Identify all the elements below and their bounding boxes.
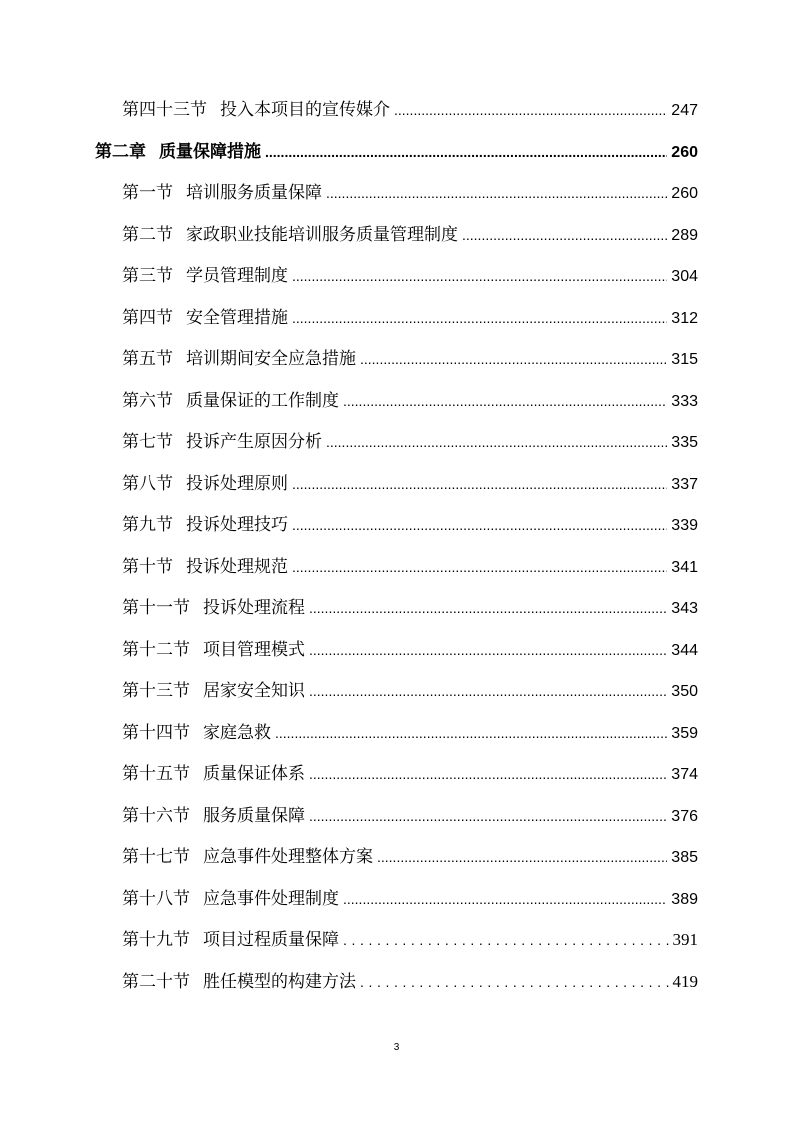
toc-entry[interactable] xyxy=(122,178,698,208)
toc-entry-label: 第十七节 xyxy=(122,847,190,867)
toc-leader-dots xyxy=(292,469,667,499)
page-number: 3 xyxy=(393,1042,400,1053)
toc-entry-page: 315 xyxy=(671,351,698,368)
toc-entry-page: 304 xyxy=(671,268,698,285)
toc-entry-page: 260 xyxy=(671,185,698,202)
toc-entry-title: 居家安全知识 xyxy=(203,681,305,701)
toc-entry-title: 投入本项目的宣传媒介 xyxy=(220,100,390,120)
toc-leader-dots xyxy=(343,884,667,914)
toc-entry[interactable] xyxy=(122,386,698,416)
toc-entry-label: 第一节 xyxy=(122,183,173,203)
toc-entry[interactable] xyxy=(122,220,698,250)
toc-entry-page: 312 xyxy=(671,309,698,327)
toc-entry-page: 350 xyxy=(671,683,698,700)
toc-leader-dots xyxy=(292,552,667,582)
toc-entry-title: 项目过程质量保障 xyxy=(203,930,339,950)
toc-leader-dots xyxy=(326,427,667,457)
toc-entry[interactable] xyxy=(122,552,698,582)
toc-entry[interactable] xyxy=(122,261,698,291)
toc-entry-title: 应急事件处理制度 xyxy=(203,888,339,909)
toc-entry-title: 学员管理制度 xyxy=(186,266,288,286)
toc-leader-dots xyxy=(275,718,667,748)
toc-entry-title: 胜任模型的构建方法 xyxy=(203,971,356,992)
toc-leader-dots xyxy=(360,967,669,997)
toc-entry-page: 260 xyxy=(671,143,698,161)
toc-leader-dots xyxy=(394,95,667,125)
toc-entry[interactable] xyxy=(122,842,698,872)
toc-entry[interactable] xyxy=(122,593,698,623)
toc-entry-page: 333 xyxy=(671,392,698,410)
toc-entry-title: 质量保证的工作制度 xyxy=(186,390,339,411)
toc-entry-page: 385 xyxy=(671,849,698,866)
toc-entry-title: 投诉处理原则 xyxy=(186,473,288,494)
toc-entry[interactable] xyxy=(122,95,698,125)
toc-entry-page: 343 xyxy=(671,600,698,617)
toc-entry[interactable] xyxy=(122,801,698,831)
toc-entry[interactable] xyxy=(122,925,698,955)
toc-leader-dots xyxy=(292,303,667,333)
toc-entry-label: 第二十节 xyxy=(122,971,190,992)
toc-entry[interactable] xyxy=(122,303,698,333)
toc-entry-label: 第六节 xyxy=(122,390,173,411)
toc-entry-label: 第九节 xyxy=(122,515,173,535)
toc-entry-title: 质量保证体系 xyxy=(203,764,305,784)
toc-leader-dots xyxy=(326,178,667,208)
toc-entry-page: 289 xyxy=(671,226,698,244)
toc-leader-dots xyxy=(309,759,667,789)
toc-entry-label: 第十一节 xyxy=(122,598,190,618)
toc-leader-dots xyxy=(343,925,669,955)
toc-entry-label: 第五节 xyxy=(122,349,173,369)
toc-entry[interactable] xyxy=(122,884,698,914)
toc-entry-title: 培训期间安全应急措施 xyxy=(186,349,356,369)
toc-entry[interactable] xyxy=(122,510,698,540)
toc-entry-page: 376 xyxy=(671,807,698,825)
toc-leader-dots xyxy=(309,801,667,831)
toc-leader-dots xyxy=(309,676,667,706)
toc-entry-title: 家庭急救 xyxy=(203,722,271,743)
toc-entry-title: 投诉处理流程 xyxy=(203,598,305,618)
toc-entry-page: 374 xyxy=(671,766,698,783)
toc-leader-dots xyxy=(309,635,667,665)
toc-entry[interactable] xyxy=(122,427,698,457)
toc-leader-dots xyxy=(292,261,667,291)
toc-entry[interactable] xyxy=(122,676,698,706)
toc-leader-dots xyxy=(377,842,667,872)
toc-entry-page: 247 xyxy=(671,102,698,119)
toc-entry-label: 第十九节 xyxy=(122,930,190,950)
toc-entry-title: 投诉产生原因分析 xyxy=(186,432,322,452)
toc-entry-title: 应急事件处理整体方案 xyxy=(203,847,373,867)
toc-entry-label: 第三节 xyxy=(122,266,173,286)
toc-leader-dots xyxy=(309,593,667,623)
toc-leader-dots xyxy=(265,137,667,167)
toc-entry-title: 项目管理模式 xyxy=(203,639,305,660)
toc-leader-dots xyxy=(343,386,667,416)
toc-entry[interactable] xyxy=(122,759,698,789)
toc-chapter-entry[interactable] xyxy=(95,137,698,167)
toc-entry-label: 第七节 xyxy=(122,432,173,452)
toc-entry-title: 投诉处理规范 xyxy=(186,556,288,577)
toc-entry[interactable] xyxy=(122,635,698,665)
toc-entry-label: 第八节 xyxy=(122,473,173,494)
toc-entry[interactable] xyxy=(122,967,698,997)
toc-entry-label: 第二章 xyxy=(95,141,146,162)
toc-entry-page: 339 xyxy=(671,517,698,534)
toc-entry-label: 第十四节 xyxy=(122,722,190,743)
toc-leader-dots xyxy=(292,510,667,540)
toc-entry[interactable] xyxy=(122,344,698,374)
toc-leader-dots xyxy=(462,220,667,250)
toc-entry-label: 第四十三节 xyxy=(122,100,207,120)
toc-leader-dots xyxy=(360,344,667,374)
toc-entry-page: 341 xyxy=(671,558,698,576)
toc-entry-title: 投诉处理技巧 xyxy=(186,515,288,535)
toc-entry-label: 第十节 xyxy=(122,556,173,577)
toc-entry-label: 第二节 xyxy=(122,224,173,245)
toc-entry-page: 391 xyxy=(672,930,698,949)
toc-entry-page: 389 xyxy=(671,890,698,908)
toc-entry-label: 第十五节 xyxy=(122,764,190,784)
toc-entry-title: 培训服务质量保障 xyxy=(186,183,322,203)
toc-entry-title: 质量保障措施 xyxy=(159,141,261,162)
toc-entry-label: 第十三节 xyxy=(122,681,190,701)
toc-entry-page: 419 xyxy=(672,971,698,991)
toc-entry-title: 家政职业技能培训服务质量管理制度 xyxy=(186,224,458,245)
toc-entry-label: 第十二节 xyxy=(122,639,190,660)
toc-entry-title: 安全管理措施 xyxy=(186,307,288,328)
toc-entry-page: 344 xyxy=(671,641,698,659)
toc-entry-page: 359 xyxy=(671,724,698,742)
toc-entry-label: 第四节 xyxy=(122,307,173,328)
toc-entry-page: 335 xyxy=(671,434,698,451)
toc-entry-page: 337 xyxy=(671,475,698,493)
toc-entry-label: 第十六节 xyxy=(122,805,190,826)
toc-entry[interactable] xyxy=(122,469,698,499)
toc-entry-title: 服务质量保障 xyxy=(203,805,305,826)
toc-entry[interactable] xyxy=(122,718,698,748)
toc-entry-label: 第十八节 xyxy=(122,888,190,909)
